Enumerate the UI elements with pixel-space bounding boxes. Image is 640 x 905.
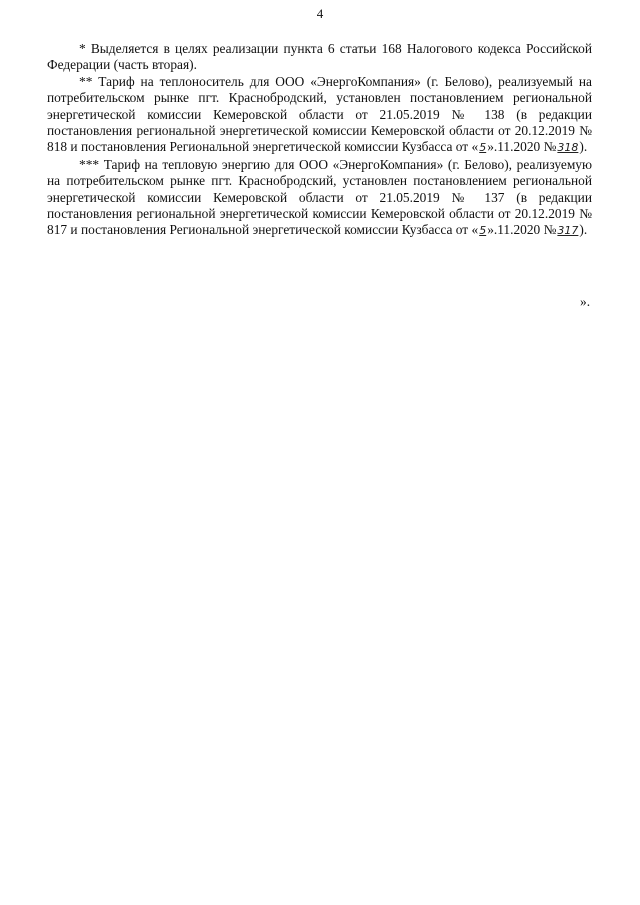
- page-number: 4: [316, 6, 324, 21]
- handwritten-day-heat: 5: [479, 224, 487, 238]
- handwritten-number-coolant: 318: [557, 141, 579, 155]
- footnote-coolant-text: ** Тариф на теплоноситель для ООО «ЭнергоКомпания» (г. Белово), реализуемый на потребительском рынке пгт. Краснобродский, установлен постановлением региональной энергетической комиссии Кемеровской области от 21.05.2019 № 138 (в редакции постановления региональной энергетической комиссии Кемеровской области от 20.12.2019 № 818 и постановления Региональной энергетической комиссии Кузбасса от «: [47, 73, 592, 155]
- footnote-coolant-end: ).: [579, 139, 588, 155]
- closing-quote-mark: ».: [580, 294, 591, 309]
- footnote-heat-text: *** Тариф на тепловую энергию для ООО «ЭнергоКомпания» (г. Белово), реализуемую на потребительском рынке пгт. Краснобродский, установлен постановлением региональной энергетической комиссии Кемеровской области от 21.05.2019 № 137 (в редакции постановления региональной энергетической комиссии Кемеровской области от 20.12.2019 № 817 и постановления Региональной энергетической комиссии Кузбасса от «: [47, 156, 592, 238]
- footnote-vat-text: * Выделяется в целях реализации пункта 6 статьи 168 Налогового кодекса Российской Федерации (часть вторая).: [47, 41, 592, 73]
- footnote-vat: [47, 41, 592, 74]
- footnotes-block: [47, 41, 592, 240]
- handwritten-number-heat: 317: [557, 224, 579, 238]
- footnote-coolant-tariff: [47, 74, 592, 157]
- footnote-heat-end: ).: [579, 222, 588, 238]
- footnote-coolant-date-suffix: ».11.2020 №: [487, 139, 557, 155]
- footnote-heat-tariff: [47, 157, 592, 240]
- footnote-heat-date-suffix: ».11.2020 №: [487, 222, 557, 238]
- handwritten-day-coolant: 5: [479, 141, 487, 155]
